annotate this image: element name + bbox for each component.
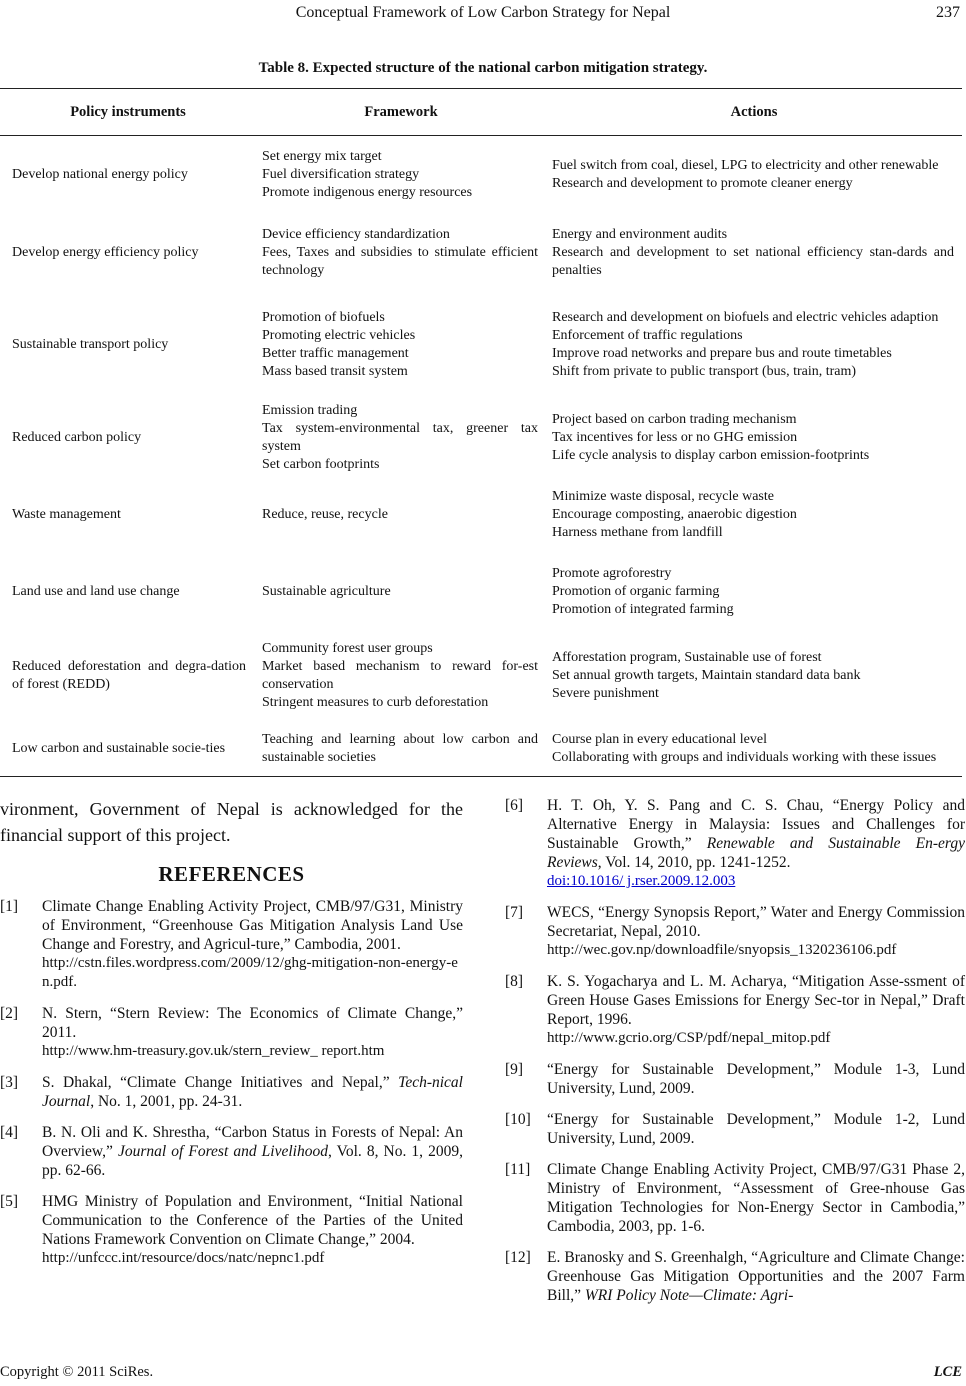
reference-item	[0, 1004, 463, 1061]
action-item: Energy and environment audits	[552, 226, 728, 242]
column-header: Policy instruments	[70, 104, 186, 120]
reference-authors-title: B. N. Oli and K. Shrestha, “Carbon Status in Forests of Nepal: An Overview,”	[42, 1124, 463, 1160]
column-header: Framework	[364, 104, 438, 120]
reference-item	[0, 897, 463, 992]
reference-text	[547, 1248, 965, 1305]
framework-item: Fees, Taxes and subsidies to stimulate efficient technology	[262, 244, 538, 278]
framework-item: Promote indigenous energy resources	[262, 185, 473, 200]
reference-authors-title: H. T. Oh, Y. S. Pang and C. S. Chau, “Energy Policy and Alternative Energy in Malaysia: Issues and Challenges for Sustainable Growth,”	[547, 797, 965, 852]
column-header: Actions	[730, 104, 778, 120]
policy-instrument-text: Low carbon and sustainable socie-ties	[12, 740, 226, 756]
framework-item: Teaching and learning about low carbon and sustainable societies	[262, 731, 538, 765]
action-item: Promotion of organic farming	[552, 583, 720, 599]
framework-item: Promoting electric vehicles	[262, 328, 416, 343]
policy-instrument-text: Reduced carbon policy	[12, 430, 142, 445]
action-item: Fuel switch from coal, diesel, LPG to electricity and other renewable	[552, 158, 939, 173]
actions-cell	[546, 630, 962, 721]
reference-item	[505, 1248, 965, 1305]
reference-body: K. S. Yogacharya and L. M. Acharya, “Mitigation Asse-ssment of Green House Gases Emissions for Energy Sec-tor in Nepal,” Draft Report, 1996.	[547, 973, 965, 1028]
action-item: Tax incentives for less or no GHG emission	[552, 430, 798, 445]
reference-body: N. Stern, “Stern Review: The Economics of Climate Change,” 2011.	[42, 1005, 463, 1041]
reference-number: [6]	[505, 797, 524, 814]
framework-item: Market based mechanism to reward for-est conservation	[262, 658, 538, 692]
page-footer	[0, 1360, 966, 1386]
references-list-left	[0, 897, 463, 1268]
action-item: Encourage composting, anaerobic digestion	[552, 506, 797, 522]
actions-cell	[546, 135, 962, 215]
reference-doi-link[interactable]: doi:10.1016/ j.rser.2009.12.003	[547, 873, 736, 889]
framework-cell	[256, 476, 546, 553]
acknowledgement-text: vironment, Government of Nepal is acknowledged for the financial support of this project.	[0, 799, 463, 845]
table-row	[0, 721, 962, 776]
reference-url[interactable]: http://www.hm-treasury.gov.uk/stern_review_ report.htm	[42, 1043, 385, 1059]
reference-number: [9]	[505, 1061, 524, 1078]
actions-cell	[546, 553, 962, 630]
reference-body: WECS, “Energy Synopsis Report,” Water and Energy Commission Secretariat, Nepal, 2010.	[547, 904, 965, 940]
framework-item: Device efficiency standardization	[262, 226, 450, 242]
left-column	[0, 796, 463, 1280]
actions-cell	[546, 400, 962, 476]
reference-url[interactable]: http://wec.gov.np/downloadfile/snyopsis_1320236106.pdf	[547, 942, 897, 958]
reference-item	[505, 796, 965, 891]
reference-text	[42, 1123, 463, 1180]
reference-text	[547, 972, 965, 1029]
reference-item	[0, 1192, 463, 1268]
reference-text	[42, 1004, 463, 1042]
journal-abbrev: LCE	[933, 1364, 962, 1380]
reference-body: “Energy for Sustainable Development,” Module 1-3, Lund University, Lund, 2009.	[547, 1061, 965, 1097]
framework-cell	[256, 553, 546, 630]
actions-cell	[546, 290, 962, 400]
action-item: Course plan in every educational level	[552, 731, 767, 747]
framework-cell	[256, 721, 546, 776]
framework-item: Fuel diversification strategy	[262, 167, 420, 182]
reference-url[interactable]: http://cstn.files.wordpress.com/2009/12/ghg-mitigation-non-energy-en.pdf.	[42, 955, 458, 990]
actions-cell	[546, 721, 962, 776]
policy-instrument-cell	[0, 630, 256, 721]
reference-text	[547, 1160, 965, 1236]
table-row	[0, 630, 962, 721]
reference-number: [8]	[505, 973, 524, 990]
policy-instrument-text: Sustainable transport policy	[12, 337, 169, 352]
reference-text	[547, 903, 965, 941]
running-title: Conceptual Framework of Low Carbon Strategy for Nepal	[295, 4, 671, 21]
reference-authors-title: E. Branosky and S. Greenhalgh, “Agriculture and Climate Change: Greenhouse Gas Mitigation Opportunities and the 2007 Farm Bill,”	[547, 1249, 965, 1304]
policy-instrument-text: Waste management	[12, 506, 121, 522]
policy-instrument-text: Develop energy efficiency policy	[12, 244, 199, 260]
framework-cell	[256, 290, 546, 400]
policy-instrument-cell	[0, 553, 256, 630]
reference-number: [10]	[505, 1111, 531, 1128]
reference-body: Climate Change Enabling Activity Project, CMB/97/G31, Ministry of Environment, “Greenhouse Gas Mitigation Analysis Land Use Change and Forestry, and Agricul-ture,” Cambodia, 2001.	[42, 898, 463, 953]
reference-text	[547, 796, 965, 872]
reference-url[interactable]: http://www.gcrio.org/CSP/pdf/nepal_mitop.pdf	[547, 1030, 831, 1046]
action-item: Research and development on biofuels and electric vehicles adaption	[552, 310, 939, 325]
reference-item	[505, 903, 965, 960]
table-row	[0, 215, 962, 290]
action-item: Promotion of integrated farming	[552, 601, 734, 617]
reference-journal: Journal of Forest and Livelihood	[117, 1143, 328, 1160]
action-item: Research and development to promote cleaner energy	[552, 176, 853, 191]
reference-number: [12]	[505, 1249, 531, 1266]
table-row	[0, 553, 962, 630]
reference-number: [1]	[0, 898, 19, 915]
policy-instrument-cell	[0, 476, 256, 553]
copyright-text: Copyright © 2011 SciRes.	[0, 1364, 154, 1380]
actions-cell	[546, 215, 962, 290]
reference-item	[505, 1160, 965, 1236]
framework-item: Tax system-environmental tax, greener tax system	[262, 421, 538, 454]
table-header-row	[0, 90, 962, 135]
reference-authors-title: S. Dhakal, “Climate Change Initiatives and Nepal,”	[42, 1074, 399, 1091]
reference-text	[42, 1192, 463, 1249]
reference-details: , Vol. 14, 2010, pp. 1241-1252.	[597, 854, 791, 871]
policy-instrument-cell	[0, 290, 256, 400]
policy-instrument-cell	[0, 400, 256, 476]
reference-item	[0, 1123, 463, 1180]
reference-number: [7]	[505, 904, 524, 921]
framework-item: Stringent measures to curb deforestation	[262, 694, 489, 710]
table-row	[0, 290, 962, 400]
framework-item: Set energy mix target	[262, 149, 382, 164]
reference-body: Climate Change Enabling Activity Project, CMB/97/G31 Phase 2, Ministry of Environment, “Assessment of Gree-nhouse Gas Mitigation Technologies for Non-Energy Sector in Cambodia,” Cambodia, 2003, pp. 1-6.	[547, 1161, 965, 1235]
action-item: Minimize waste disposal, recycle waste	[552, 488, 774, 504]
action-item: Afforestation program, Sustainable use of forest	[552, 649, 822, 665]
policy-instrument-cell	[0, 215, 256, 290]
references-list-right	[505, 796, 965, 1305]
framework-item: Set carbon footprints	[262, 457, 380, 472]
reference-journal: WRI Policy Note—Climate: Agri-	[584, 1287, 794, 1304]
table-caption: Table 8. Expected structure of the national carbon mitigation strategy.	[258, 60, 708, 76]
framework-item: Better traffic management	[262, 346, 409, 361]
reference-item	[505, 1060, 965, 1098]
reference-details: , Vol. 8, No. 1, 2009, pp. 62-66.	[42, 1143, 463, 1179]
references-heading: REFERENCES	[158, 862, 305, 886]
action-item: Improve road networks and prepare bus and route timetables	[552, 346, 892, 361]
reference-item	[0, 1073, 463, 1111]
policy-instrument-cell	[0, 721, 256, 776]
policy-instrument-cell	[0, 135, 256, 215]
reference-number: [2]	[0, 1005, 19, 1022]
framework-item: Reduce, reuse, recycle	[262, 506, 388, 522]
framework-cell	[256, 400, 546, 476]
reference-number: [3]	[0, 1074, 19, 1091]
reference-text	[42, 897, 463, 954]
reference-journal: Renewable and Sustainable En-ergy Reviews	[547, 835, 965, 871]
reference-text	[547, 1060, 965, 1098]
reference-number: [4]	[0, 1124, 19, 1141]
action-item: Severe punishment	[552, 685, 659, 701]
table-row	[0, 135, 962, 215]
framework-item: Emission trading	[262, 403, 358, 418]
framework-cell	[256, 215, 546, 290]
reference-details: , No. 1, 2001, pp. 24-31.	[90, 1093, 243, 1110]
reference-url[interactable]: http://unfccc.int/resource/docs/natc/nepnc1.pdf	[42, 1250, 325, 1266]
framework-cell	[256, 135, 546, 215]
page-number: 237	[936, 4, 960, 21]
reference-item	[505, 972, 965, 1048]
reference-item	[505, 1110, 965, 1148]
action-item: Promote agroforestry	[552, 565, 672, 581]
framework-item: Community forest user groups	[262, 640, 433, 656]
reference-number: [5]	[0, 1193, 19, 1210]
reference-text	[42, 1073, 463, 1111]
reference-body: “Energy for Sustainable Development,” Module 1-2, Lund University, Lund, 2009.	[547, 1111, 965, 1147]
actions-cell	[546, 476, 962, 553]
action-item: Research and development to set national efficiency stan-dards and penalties	[552, 244, 954, 278]
right-column	[505, 796, 965, 1317]
policy-instrument-text: Develop national energy policy	[12, 167, 188, 182]
reference-number: [11]	[505, 1161, 531, 1178]
action-item: Life cycle analysis to display carbon emission-footprints	[552, 448, 870, 463]
action-item: Set annual growth targets, Maintain standard data bank	[552, 667, 861, 683]
mitigation-strategy-table	[0, 90, 962, 776]
reference-journal: Tech-nical Journal	[42, 1074, 463, 1110]
table-row	[0, 476, 962, 553]
framework-item: Sustainable agriculture	[262, 583, 391, 599]
policy-instrument-text: Reduced deforestation and degra-dation of forest (REDD)	[12, 658, 246, 692]
action-item: Harness methane from landfill	[552, 524, 723, 540]
action-item: Project based on carbon trading mechanism	[552, 412, 797, 427]
reference-body: HMG Ministry of Population and Environment, “Initial National Communication to the Conference of the Parties of the United Nations Framework Convention on Climate Change,” 2004.	[42, 1193, 463, 1248]
action-item: Shift from private to public transport (bus, train, tram)	[552, 364, 857, 379]
policy-instrument-text: Land use and land use change	[12, 583, 180, 599]
table-bottom-rule	[0, 776, 962, 777]
framework-item: Promotion of biofuels	[262, 310, 385, 325]
reference-text	[547, 1110, 965, 1148]
table-row	[0, 400, 962, 476]
framework-item: Mass based transit system	[262, 364, 408, 379]
running-header	[0, 0, 966, 26]
table-top-rule	[0, 88, 962, 89]
framework-cell	[256, 630, 546, 721]
action-item: Enforcement of traffic regulations	[552, 328, 743, 343]
action-item: Collaborating with groups and individuals working with these issues	[552, 749, 937, 765]
